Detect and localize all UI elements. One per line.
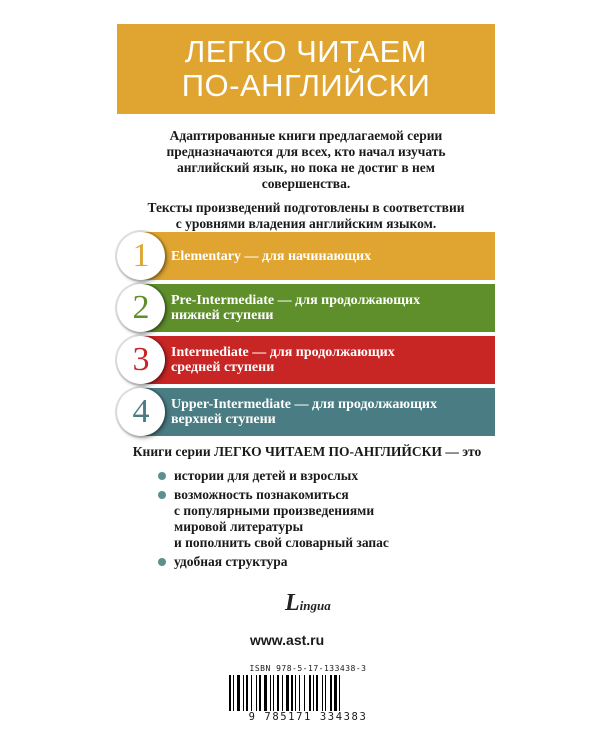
level-bar — [141, 232, 495, 280]
barcode-bar — [264, 675, 267, 711]
barcode-bar — [313, 675, 314, 711]
barcode-bar — [286, 675, 289, 711]
intro-p2-line: Тексты произведений подготовлены в соответствии — [147, 200, 465, 215]
series-title-line2: ПО-АНГЛИЙСКИ — [181, 68, 431, 103]
barcode-bar — [322, 675, 323, 711]
barcode-bar — [243, 675, 244, 711]
bullet-dot-icon — [158, 491, 166, 499]
intro-paragraph-1 — [117, 128, 495, 192]
intro-p2-line: с уровнями владения английским языком. — [175, 216, 437, 231]
intro-p1-line: совершенства. — [261, 176, 351, 191]
feature-item — [158, 554, 389, 570]
feature-line: и пополнить свой словарный запас — [174, 535, 389, 550]
feature-line: истории для детей и взрослых — [174, 468, 359, 483]
lingua-logo — [285, 590, 331, 617]
level-1 — [117, 232, 495, 280]
level-number-circle: 3 — [117, 336, 165, 384]
barcode-bar — [330, 675, 332, 711]
level-number-circle: 2 — [117, 284, 165, 332]
feature-list — [158, 468, 389, 573]
logo-initial: L — [285, 590, 300, 616]
feature-item — [158, 468, 389, 484]
level-text-line: Pre-Intermediate — для продолжающих — [171, 293, 421, 308]
barcode-bar — [299, 675, 300, 711]
level-bar — [141, 388, 495, 436]
level-text-line: средней ступени — [171, 360, 275, 375]
barcode-bar — [334, 675, 337, 711]
barcode-bar — [270, 675, 271, 711]
feature-item — [158, 487, 389, 551]
isbn-number: ISBN 978-5-17-133438-3 — [249, 664, 367, 673]
barcode-bar — [233, 675, 234, 711]
barcode-bar — [229, 675, 231, 711]
level-3 — [117, 336, 495, 384]
intro-p1-line: Адаптированные книги предлагаемой серии — [169, 128, 443, 143]
series-title-line1: ЛЕГКО ЧИТАЕМ — [184, 34, 428, 69]
level-text-line: нижней ступени — [171, 308, 274, 323]
feature-line: возможность познакомиться — [174, 487, 349, 502]
barcode-bar — [295, 675, 296, 711]
barcode-bar — [282, 675, 283, 711]
barcode-block — [219, 664, 397, 728]
barcode-bar — [339, 675, 340, 711]
level-4 — [117, 388, 495, 436]
barcode-bar — [304, 675, 305, 711]
barcode-bar — [237, 675, 240, 711]
level-number-circle: 4 — [117, 388, 165, 436]
publisher-website: www.ast.ru — [250, 632, 325, 648]
feature-line: с популярными произведениями — [174, 503, 375, 518]
level-bar — [141, 284, 495, 332]
series-banner — [117, 24, 495, 114]
barcode-bar — [316, 675, 318, 711]
intro-paragraph-2 — [117, 200, 495, 232]
intro-text — [117, 128, 495, 240]
intro-p1-line: предназначаются для всех, кто начал изучать — [166, 144, 446, 159]
bullet-dot-icon — [158, 472, 166, 480]
level-text-line: Intermediate — для продолжающих — [171, 345, 395, 360]
logo-rest: ingua — [299, 598, 331, 613]
barcode-bar — [273, 675, 274, 711]
barcode-bar — [246, 675, 248, 711]
series-description-heading: Книги серии ЛЕГКО ЧИТАЕМ ПО-АНГЛИЙСКИ — это — [132, 444, 482, 459]
barcode-digits: 9 785171 334383 — [248, 711, 368, 723]
level-number-circle: 1 — [117, 232, 165, 280]
barcode-bar — [251, 675, 252, 711]
level-text-line: верхней ступени — [171, 412, 276, 427]
barcode-bar — [256, 675, 257, 711]
level-bar — [141, 336, 495, 384]
bullet-dot-icon — [158, 558, 166, 566]
barcode-bar — [309, 675, 311, 711]
feature-line: мировой литературы — [174, 519, 304, 534]
barcode-bar — [291, 675, 293, 711]
level-2 — [117, 284, 495, 332]
level-text-line: Upper-Intermediate — для продолжающих — [171, 397, 437, 412]
barcode-bars — [229, 675, 387, 711]
barcode-bar — [325, 675, 326, 711]
level-text-line: Elementary — для начинающих — [171, 248, 372, 264]
barcode-bar — [277, 675, 279, 711]
intro-p1-line: английский язык, но пока не достиг в нем — [177, 160, 435, 175]
feature-line: удобная структура — [174, 554, 288, 569]
barcode-bar — [259, 675, 261, 711]
